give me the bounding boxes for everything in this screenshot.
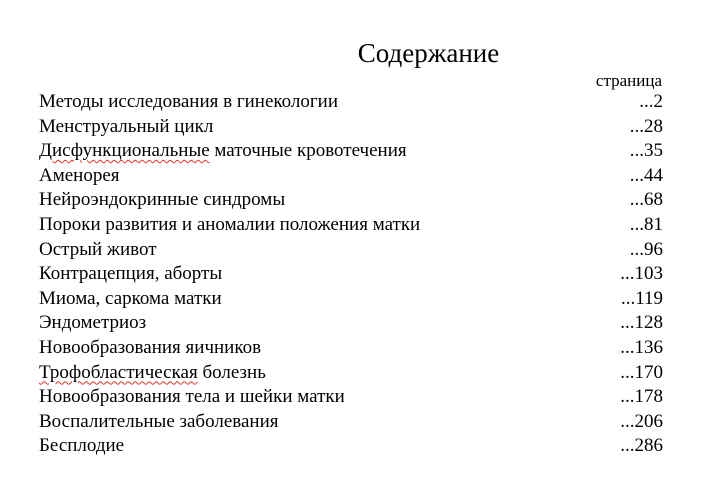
toc-entry-page: ...119 <box>620 287 663 309</box>
toc-entry-label: Воспалительные заболевания <box>39 410 279 432</box>
page-column-header: страница <box>595 71 662 90</box>
toc-entry-page: ...103 <box>620 263 663 285</box>
spellcheck-flagged-word[interactable]: Трофобластическая <box>39 361 198 383</box>
toc-entry-page: ...68 <box>629 189 663 211</box>
toc-entry-ovarian-neoplasms <box>39 336 663 361</box>
toc-entry-inflammatory <box>39 410 663 435</box>
toc-entry-label: Острый живот <box>39 238 157 260</box>
toc-entry-label-rest: маточные кровотечения <box>209 140 407 162</box>
toc-entry-label: Аменорея <box>39 164 120 186</box>
toc-entry-neuroendocrine <box>39 188 663 213</box>
toc-entry-label: Контрацепция, аборты <box>39 263 223 285</box>
toc-list <box>39 90 663 459</box>
toc-entry-menstrual-cycle <box>39 115 663 140</box>
toc-entry-page: ...81 <box>629 213 663 235</box>
toc-entry-page: ...35 <box>629 140 663 162</box>
toc-entry-endometriosis <box>39 311 663 336</box>
toc-entry-label <box>39 139 407 164</box>
toc-entry-page: ...96 <box>629 238 663 260</box>
spellcheck-flagged-word[interactable]: Дисфункциональные <box>39 140 210 162</box>
toc-entry-page: ...28 <box>629 115 663 137</box>
toc-entry-myoma <box>39 287 663 312</box>
toc-entry-page: ...136 <box>620 336 663 358</box>
toc-entry-contraception <box>39 262 663 287</box>
toc-entry-amenorrhea <box>39 164 663 189</box>
toc-entry-page: ...128 <box>620 312 663 334</box>
toc-entry-label: Новообразования яичников <box>39 336 262 358</box>
toc-entry-label: Пороки развития и аномалии положения матки <box>39 213 421 235</box>
toc-entry-page: ...286 <box>620 435 663 457</box>
toc-entry-page: ...206 <box>620 410 663 432</box>
toc-entry-uterine-neoplasms <box>39 385 663 410</box>
toc-entry-label: Новообразования тела и шейки матки <box>39 386 345 408</box>
toc-entry-page: ...178 <box>620 386 663 408</box>
toc-entry-label-rest: болезнь <box>197 361 266 383</box>
toc-entry-label: Методы исследования в гинекологии <box>39 91 339 112</box>
toc-entry-page: ...44 <box>629 164 663 186</box>
toc-entry-label <box>39 361 266 386</box>
toc-entry-infertility <box>39 434 663 459</box>
toc-title: Содержание <box>357 38 500 68</box>
toc-entry-methods <box>39 90 663 115</box>
toc-entry-page: ...2 <box>639 91 663 112</box>
toc-entry-label: Миома, саркома матки <box>39 287 222 309</box>
toc-entry-trophoblastic <box>39 361 663 386</box>
toc-entry-label: Нейроэндокринные синдромы <box>39 189 286 211</box>
toc-entry-label: Бесплодие <box>39 435 125 457</box>
toc-entry-page: ...170 <box>620 361 663 383</box>
toc-entry-acute-abdomen <box>39 238 663 263</box>
toc-entry-label: Менструальный цикл <box>39 115 214 137</box>
toc-entry-malformations <box>39 213 663 238</box>
toc-entry-dysfunctional-bleeding <box>39 139 663 164</box>
toc-entry-label: Эндометриоз <box>39 312 147 334</box>
